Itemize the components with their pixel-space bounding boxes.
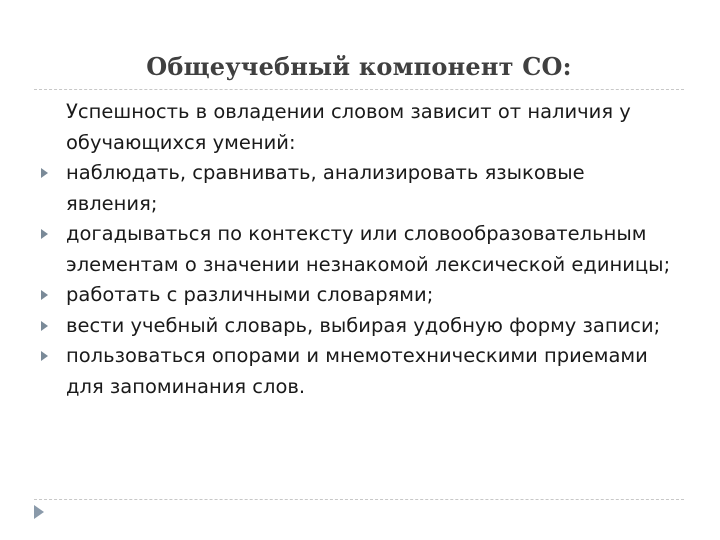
list-item: [36, 158, 676, 219]
triangle-bullet-icon: [41, 351, 48, 361]
triangle-bullet-icon: [41, 229, 48, 239]
slide-corner-arrow-icon: [34, 505, 44, 519]
list-item: [36, 341, 676, 402]
footer-divider: [34, 499, 684, 500]
triangle-bullet-icon: [41, 290, 48, 300]
list-item-text: вести учебный словарь, выбирая удобную форму записи;: [66, 313, 661, 337]
list-item-text: пользоваться опорами и мнемотехническими приемами для запоминания слов.: [66, 344, 648, 398]
slide-body: [36, 97, 676, 402]
list-item: [36, 219, 676, 280]
list-item: [36, 311, 676, 342]
list-item-text: догадываться по контексту или словообразовательным элементам о значении незнакомой лексической единицы;: [66, 222, 671, 276]
triangle-bullet-icon: [41, 168, 48, 178]
triangle-bullet-icon: [41, 321, 48, 331]
list-item-text: наблюдать, сравнивать, анализировать языковые явления;: [66, 161, 585, 215]
intro-paragraph: Успешность в овладении словом зависит от наличия у обучающихся умений:: [66, 100, 631, 154]
list-item-text: работать с различными словарями;: [66, 283, 434, 306]
list-item: [36, 280, 676, 311]
slide-title: Общеучебный компонент СО:: [146, 52, 572, 81]
title-divider: [34, 89, 684, 90]
